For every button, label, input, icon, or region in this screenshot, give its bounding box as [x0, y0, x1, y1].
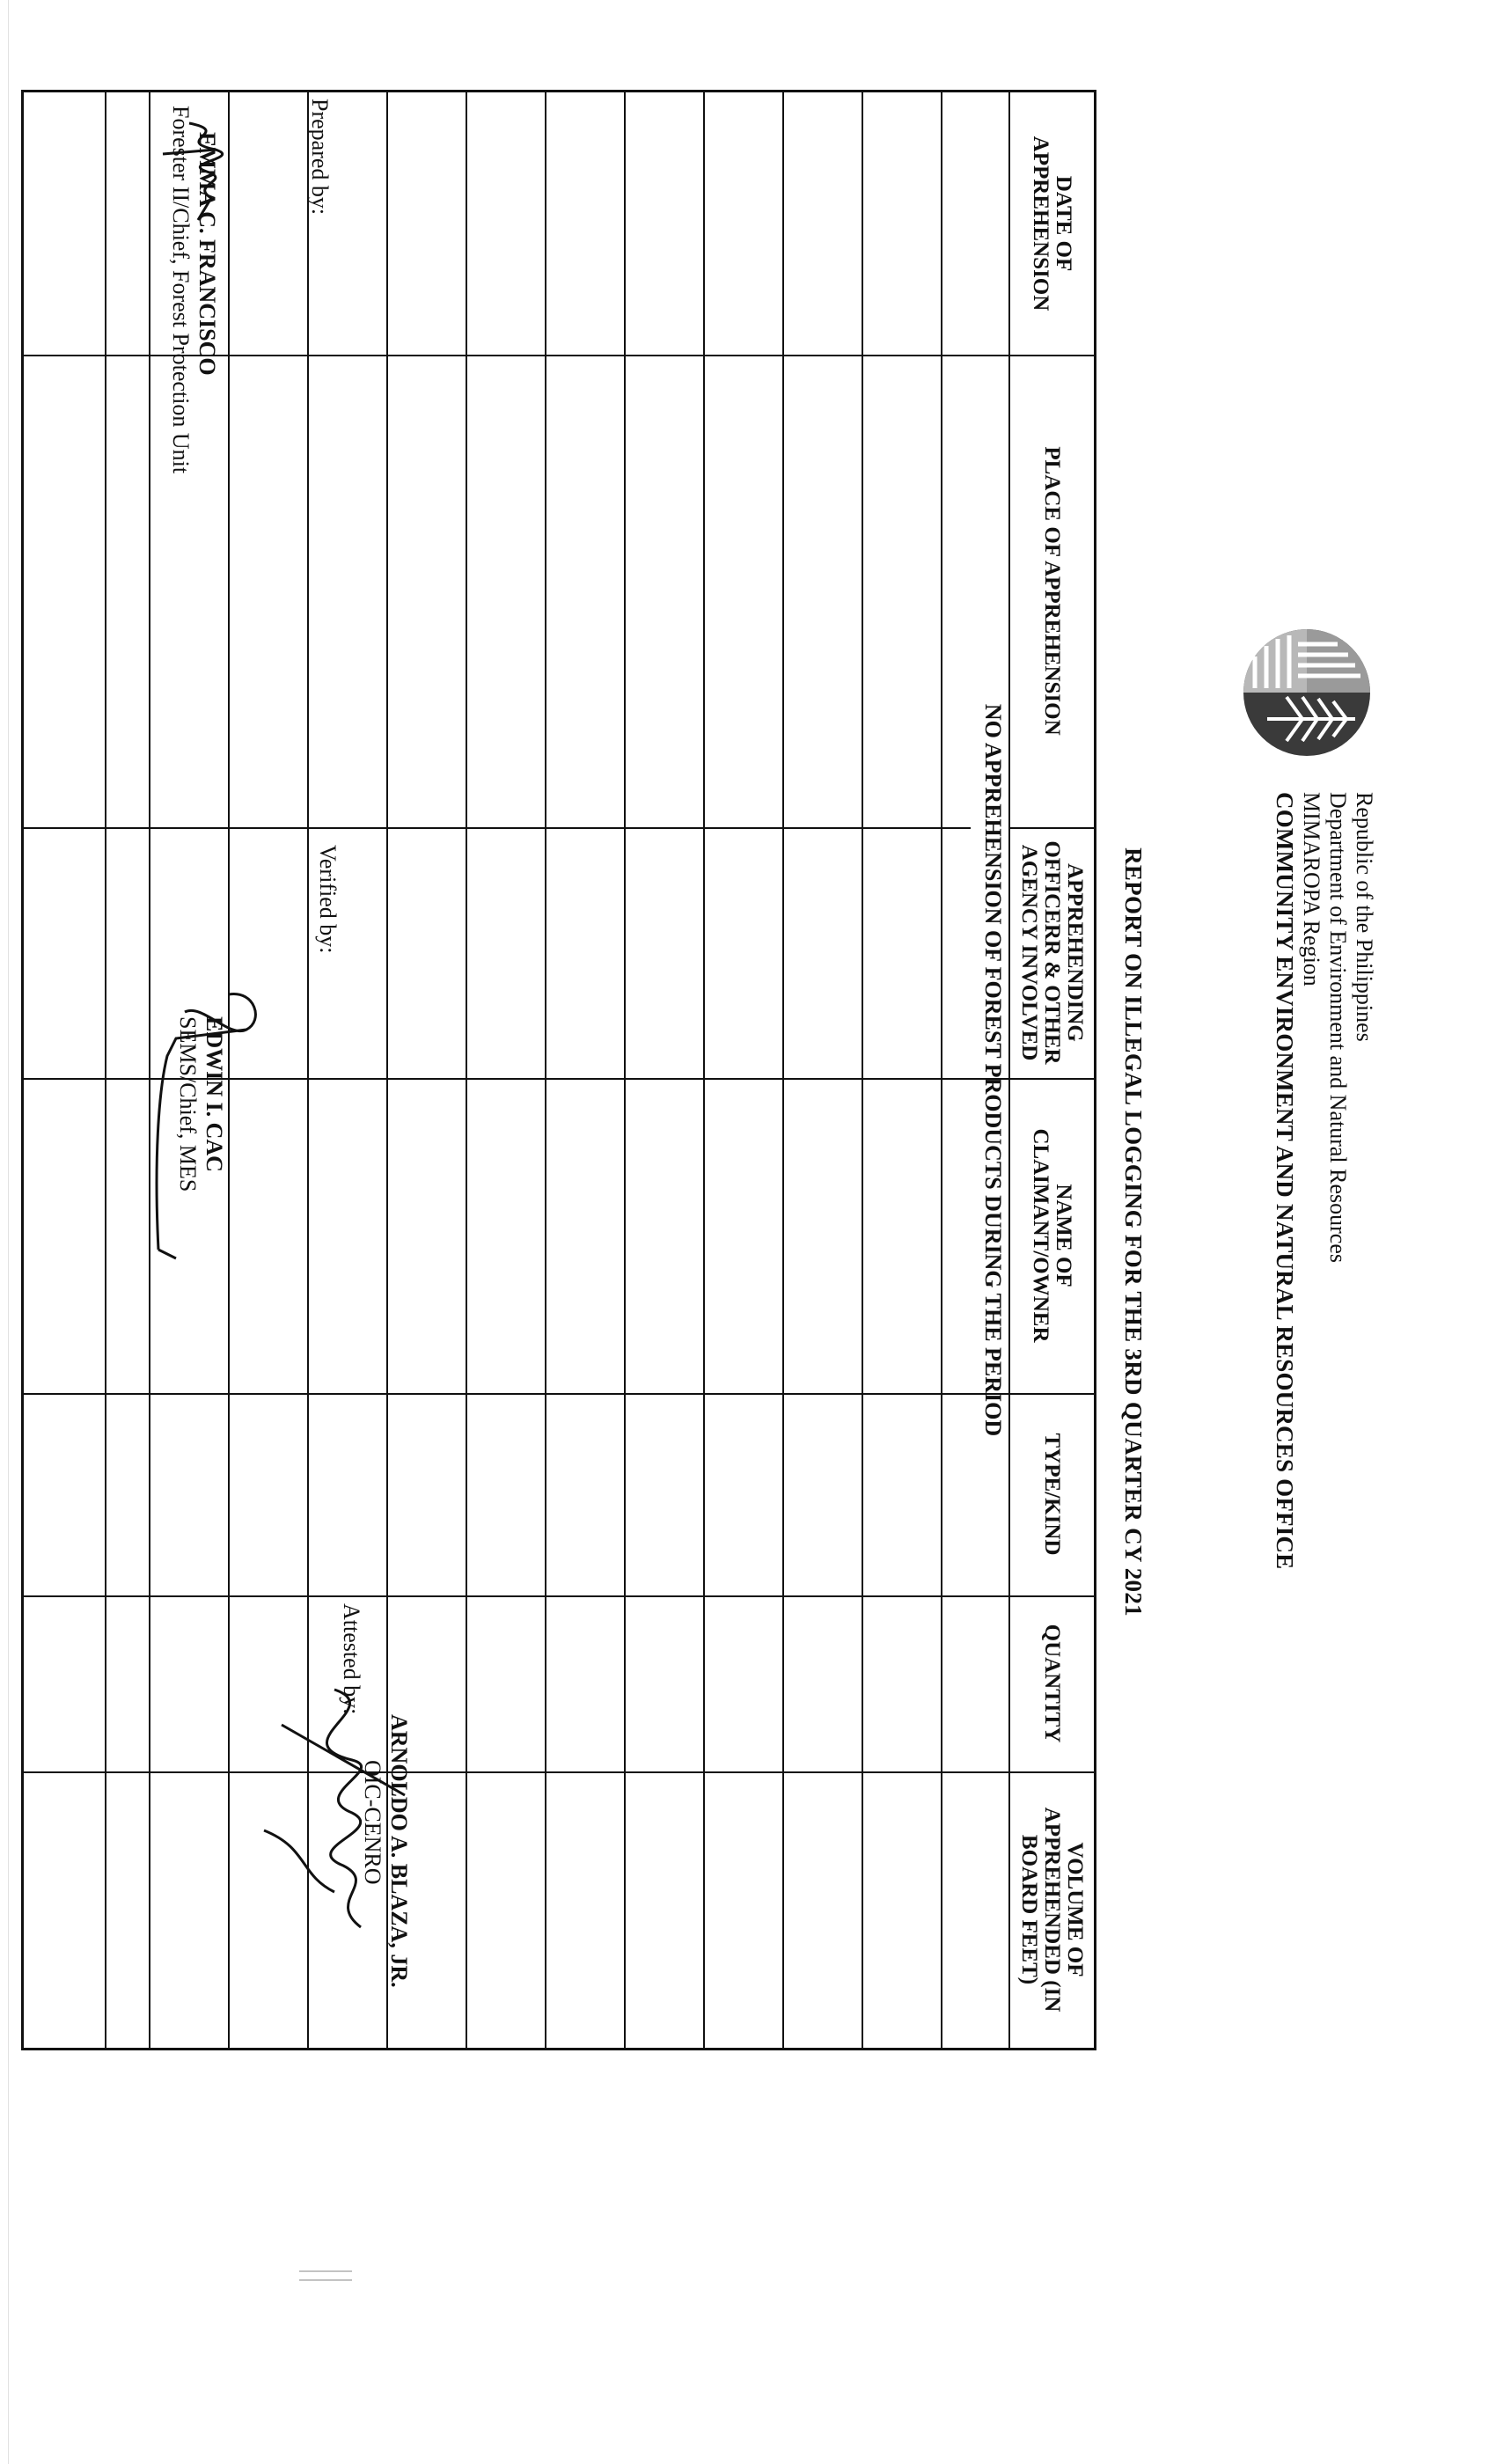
scan-mark [299, 2270, 352, 2272]
row-divider [782, 92, 784, 2048]
header-type-kind: TYPE/KIND [1040, 1433, 1065, 1556]
scan-edge-line [8, 0, 9, 2464]
attested-by-label: Attested by: [339, 1603, 364, 1715]
prepared-by-name: EMMA C. FRANCISCO [194, 132, 220, 376]
prepared-by-label: Prepared by: [307, 99, 333, 216]
no-apprehension-note: NO APPREHENSION OF FOREST PRODUCTS DURING THE PERIOD [980, 703, 1006, 1437]
report-title: REPORT ON ILLEGAL LOGGING FOR THE 3RD QUARTER CY 2021 [1120, 847, 1147, 1617]
row-divider [862, 92, 863, 2048]
column-divider [24, 1771, 1094, 1773]
row-divider [105, 92, 106, 2048]
denr-logo-icon [1241, 627, 1373, 759]
verified-by-label: Verified by: [315, 845, 341, 954]
prepared-by-position: Forester II/Chief, Forest Protection Unit [168, 106, 194, 474]
header-quantity: QUANTITY [1040, 1624, 1065, 1743]
office-name: COMMUNITY ENVIRONMENT AND NATURAL RESOURCES OFFICE [1272, 792, 1298, 1570]
department-text: Department of Environment and Natural Resources [1325, 792, 1351, 1263]
row-divider [624, 92, 626, 2048]
region-text: MIMAROPA Region [1299, 792, 1324, 986]
row-divider [466, 92, 467, 2048]
attested-by-position: OIC-CENRO [360, 1760, 385, 1885]
header-place-of-apprehension: PLACE OF APPREHENSION [1040, 446, 1065, 736]
scan-mark [299, 2279, 352, 2281]
header-volume-board-feet: VOLUME OF APPREHENDED (IN BOARD FEET) [1017, 1807, 1088, 2013]
header-apprehending-officer: APPREHENDING OFFICERR & OTHER AGENCY INVOLVED [1017, 840, 1088, 1065]
column-divider [24, 827, 971, 829]
row-divider [1008, 92, 1010, 2048]
column-divider [1010, 827, 1094, 829]
header-date-of-apprehension: DATE OF APPREHENSION [1029, 136, 1076, 312]
column-divider [24, 1595, 1094, 1597]
verified-by-name: EDWIN I. CAC [202, 1016, 227, 1172]
republic-text: Republic of the Philippines [1352, 792, 1377, 1042]
attested-by-name: ARNOLDO A. BLAZA, JR. [386, 1714, 412, 1988]
row-divider [703, 92, 705, 2048]
row-divider [545, 92, 546, 2048]
header-claimant-owner: NAME OF CLAIMANT/OWNER [1029, 1128, 1076, 1343]
row-divider [941, 92, 942, 2048]
verified-by-position: SEMS/Chief, MES [175, 1016, 201, 1192]
column-divider [24, 1393, 1094, 1395]
table-header-row [1010, 92, 1094, 2048]
